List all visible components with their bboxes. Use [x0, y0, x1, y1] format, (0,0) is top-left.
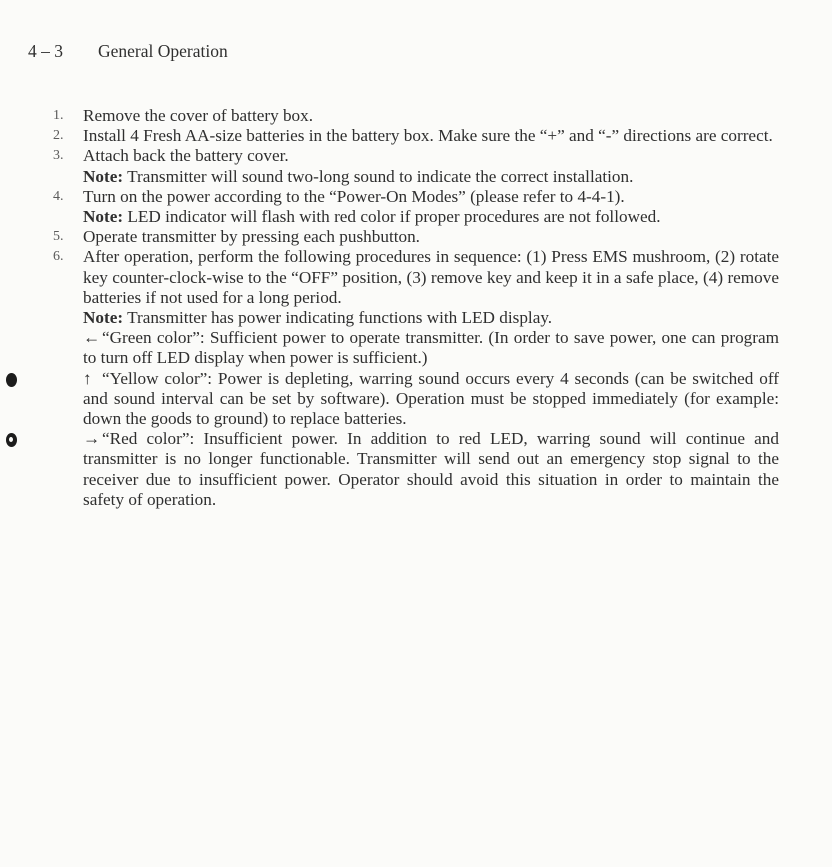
step-1	[53, 106, 779, 126]
step-number: 2.	[53, 128, 64, 144]
note-label: Note:	[83, 166, 124, 186]
steps-list	[53, 106, 779, 510]
hollow-bullet-icon	[6, 433, 17, 447]
indicator-red	[83, 429, 779, 510]
indicator-text: “Yellow color”: Power is depleting, warring sound occurs every 4 seconds (can be switched off and sound interval can be set by software). Operation must be stopped immediately (for example: down the goods to ground) to replace batteries.	[83, 368, 779, 429]
step-3	[53, 146, 779, 186]
indicator-yellow	[83, 369, 779, 430]
step-number: 6.	[53, 249, 64, 265]
arrow-right-icon: →	[83, 429, 101, 449]
step-2	[53, 126, 779, 146]
step-number: 3.	[53, 148, 64, 164]
step-number: 5.	[53, 229, 64, 245]
step-text: After operation, perform the following procedures in sequence: (1) Press EMS mushroom, (2) rotate key counter-clock-wise to the “OFF” position, (3) remove key and keep it in a safe place, (4) remove batteries if not used for a long period.	[83, 247, 779, 307]
section-title: General Operation	[98, 41, 228, 61]
step-text: Turn on the power according to the “Power-On Modes” (please refer to 4-4-1).	[83, 186, 625, 206]
step-note	[83, 167, 779, 187]
section-heading	[28, 40, 228, 62]
step-text: Install 4 Fresh AA-size batteries in the battery box. Make sure the “+” and “-” directions are correct.	[83, 126, 773, 146]
note-text: Transmitter has power indicating functions with LED display.	[123, 308, 553, 328]
step-text: Operate transmitter by pressing each pushbutton.	[83, 227, 420, 247]
note-text: Transmitter will sound two-long sound to indicate the correct installation.	[123, 166, 634, 186]
step-5	[53, 227, 779, 247]
step-6	[53, 247, 779, 510]
note-label: Note:	[83, 207, 124, 227]
arrow-up-icon: ↑	[83, 368, 92, 388]
step-note	[83, 207, 779, 227]
note-text: LED indicator will flash with red color if proper procedures are not followed.	[123, 207, 661, 227]
step-text: Remove the cover of battery box.	[83, 106, 314, 125]
arrow-left-icon: ←	[83, 328, 101, 348]
indicator-green	[83, 328, 779, 368]
step-note	[83, 308, 779, 328]
section-number: 4 – 3	[28, 41, 63, 61]
step-number: 1.	[53, 108, 64, 123]
step-4	[53, 187, 779, 227]
indicator-text: “Red color”: Insufficient power. In addition to red LED, warring sound will continue and transmitter is no longer functionable. Transmitter will send out an emergency stop signal to the receiver due to insufficient power. Operator should avoid this situation in order to maintain the safety of operation.	[83, 429, 779, 509]
indicator-text: “Green color”: Sufficient power to operate transmitter. (In order to save power, one can program to turn off LED display when power is sufficient.)	[83, 328, 779, 368]
note-label: Note:	[83, 308, 124, 328]
step-number: 4.	[53, 188, 64, 204]
filled-bullet-icon	[6, 373, 17, 387]
step-text: Attach back the battery cover.	[83, 146, 289, 166]
